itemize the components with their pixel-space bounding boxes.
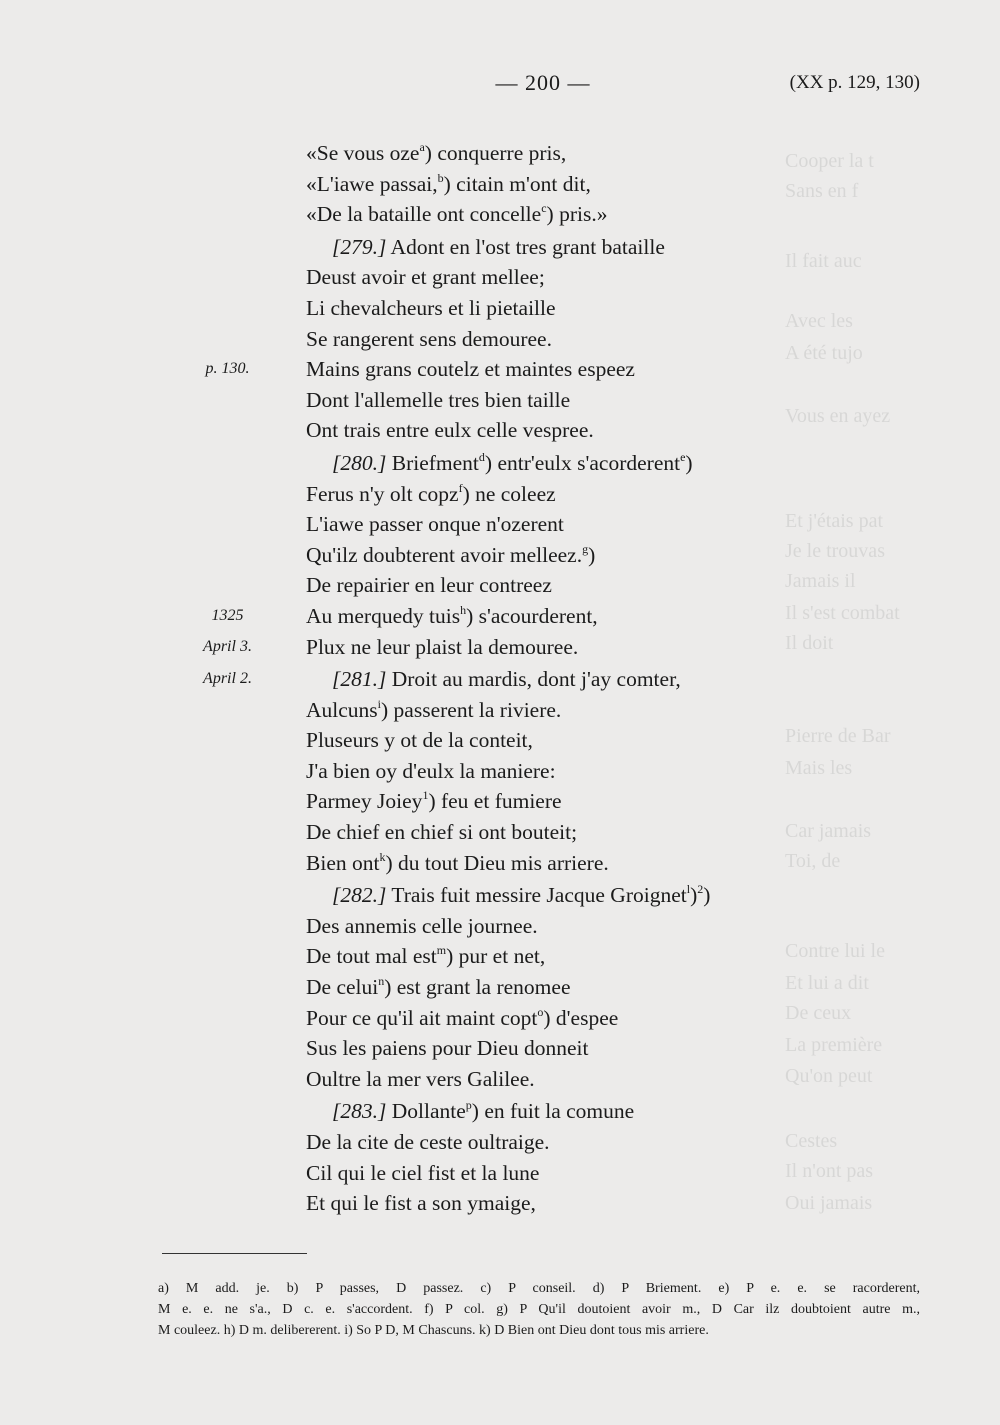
verse-line: Sus les paiens pour Dieu donneit [306, 1036, 589, 1061]
stanza-start-280: [280.] Briefment$^d$) entr'eulx s'acorderent$^e$) [332, 449, 693, 475]
footnote-line: M couleez. h) D m. delibererent. i) So P D, M Chascuns. k) D Bien ont Dieu dont tous mis arriere. [158, 1323, 709, 1338]
stanza-start-282: [282.] Trais fuit messire Jacque Groignet$^l$)$^2$) [332, 882, 711, 908]
verse-line: «L'iawe passai,$^b$) citain m'ont dit, [306, 170, 591, 196]
footnote-line: a) M add. je. b) P passes, D passez. c) P conseil. d) P Briement. e) P e. e. se racorderent, [158, 1281, 920, 1296]
verse-line: Qu'ilz doubterent avoir melleez.$^g$) [306, 541, 596, 567]
verse-line: «Se vous oze$^a$) conquerre pris, [306, 140, 567, 165]
ghost-line: Et j'étais pat [785, 510, 884, 532]
footnote-marker: o [537, 1004, 544, 1019]
ghost-line: Je le trouvas [785, 540, 885, 562]
footnote-marker: b [437, 170, 444, 185]
footnote-marker: f [458, 480, 463, 495]
margin-date-note: April 2. [203, 670, 252, 688]
ghost-line: Mais les [785, 757, 853, 779]
verse-line: Se rangerent sens demouree. [306, 326, 552, 351]
verse-line: Oultre la mer vers Galilee. [306, 1066, 535, 1091]
verse-line: Deust avoir et grant mellee; [306, 265, 545, 290]
footnote-marker: h [460, 602, 467, 617]
ghost-line: Cestes [785, 1130, 838, 1152]
verse-line: De celui$^n$) est grant la renomee [306, 974, 571, 1000]
footnote-marker: a [419, 140, 425, 154]
poem-text [0, 138, 1000, 1219]
verse-line: Dont l'allemelle tres bien taille [306, 387, 571, 412]
ghost-line: Il doit [785, 632, 834, 654]
verse-line: Aulcuns$^i$) passerent la riviere. [306, 696, 562, 722]
stanza-number: [279.] [332, 234, 387, 259]
verse-line: Pour ce qu'il ait maint copt$^o$) d'espee [306, 1004, 619, 1030]
stanza-number: [283.] [332, 1099, 387, 1124]
verse-line: De tout mal est$^m$) pur et net, [306, 943, 546, 969]
verse-line: Parmey Joiey$^1$) feu et fumiere [306, 788, 562, 814]
stanza-number: [281.] [332, 667, 387, 692]
ghost-line: Sans en f [785, 180, 859, 202]
verse-line: Cil qui le ciel fist et la lune [306, 1160, 540, 1185]
ghost-line: Et lui a dit [785, 972, 869, 994]
ghost-line: Il n'ont pas [785, 1160, 874, 1182]
ghost-line: La première [785, 1034, 883, 1056]
verse-line: J'a bien oy d'eulx la maniere: [306, 758, 556, 783]
ghost-line: Oui jamais [785, 1192, 873, 1214]
footnote-marker: 2 [697, 882, 704, 897]
page-reference: (XX p. 129, 130) [789, 72, 920, 93]
page-number: — 200 — [495, 70, 591, 95]
footnote-marker: n [378, 974, 385, 989]
footnotes [158, 1278, 920, 1341]
ghost-line: Contre lui le [785, 940, 885, 962]
stanza-number: [280.] [332, 450, 387, 475]
stanza-start-283: [283.] Dollante$^p$) en fuit la comune [332, 1098, 635, 1124]
footnote-marker: d [478, 449, 485, 464]
margin-date-note: April 3. [203, 637, 252, 655]
ghost-line: Car jamais [785, 820, 872, 842]
verse-line: Ferus n'y olt copz$^f$) ne coleez [306, 480, 556, 506]
verse-line: 1325 Au merquedy tuis$^h$) s'acourderent, [0, 601, 1000, 632]
margin-page-note: p. 130. [205, 360, 250, 378]
ghost-line: Il s'est combat [785, 602, 900, 624]
verse-line: «De la bataille ont concelle$^c$) pris.» [306, 201, 608, 227]
ghost-line: Il fait auc [785, 250, 862, 272]
verse-line: De la cite de ceste oultraige. [306, 1130, 550, 1154]
ghost-line: Cooper la t [785, 150, 874, 172]
verse-line: April 3. Plux ne leur plaist la demouree. [0, 632, 1000, 663]
footnote-marker: k [379, 849, 386, 864]
footnote-marker: 1 [422, 788, 429, 803]
ghost-line: A été tujo [785, 342, 863, 364]
verse-line: Ont trais entre eulx celle vespree. [306, 418, 594, 443]
stanza-start-281: April 2. [281.] Droit au mardis, dont j'ay comter, [0, 664, 1000, 695]
footnote-marker: i [377, 696, 382, 711]
footnote-marker: p [465, 1098, 472, 1113]
ghost-line: Jamais il [785, 570, 856, 592]
footnote-marker: m [436, 943, 447, 958]
footnote-marker: l [686, 882, 691, 897]
stanza-number: [282.] [332, 883, 387, 908]
verse-line: Li chevalcheurs et li pietaille [306, 295, 556, 320]
verse-line: Des annemis celle journee. [306, 913, 538, 938]
ghost-line: Toi, de [785, 850, 841, 872]
ghost-line: Qu'on peut [785, 1065, 873, 1087]
verse-line: L'iawe passer onque n'ozerent [306, 512, 564, 537]
ghost-line: De ceux [785, 1002, 852, 1024]
verse-line: Et qui le fist a son ymaige, [306, 1191, 536, 1216]
footnote-marker: g [582, 541, 589, 556]
verse-line: De chief en chief si ont bouteit; [306, 820, 578, 845]
footnote-marker: e [680, 449, 686, 464]
ghost-line: Pierre de Bar [785, 725, 891, 747]
footnote-line: M e. e. ne s'a., D c. e. s'accordent. f) P col. g) P Qu'il doutoient avoir m., D Car ilz doubtoient autre m., [158, 1302, 920, 1317]
stanza-start-279: [279.] Adont en l'ost tres grant bataille [332, 234, 665, 259]
margin-year-note: 1325 [211, 606, 244, 624]
verse-line: p. 130. Mains grans coutelz et maintes espeez [0, 354, 1000, 385]
ghost-line: Avec les [785, 310, 853, 332]
verse-line: Bien ont$^k$) du tout Dieu mis arriere. [306, 849, 609, 875]
ghost-line: Vous en ayez [785, 405, 891, 427]
verse-line: Pluseurs y ot de la conteit, [306, 728, 533, 753]
footnote-marker: c [541, 201, 547, 216]
footnote-rule [162, 1253, 307, 1254]
verse-line: De repairier en leur contreez [306, 573, 552, 598]
